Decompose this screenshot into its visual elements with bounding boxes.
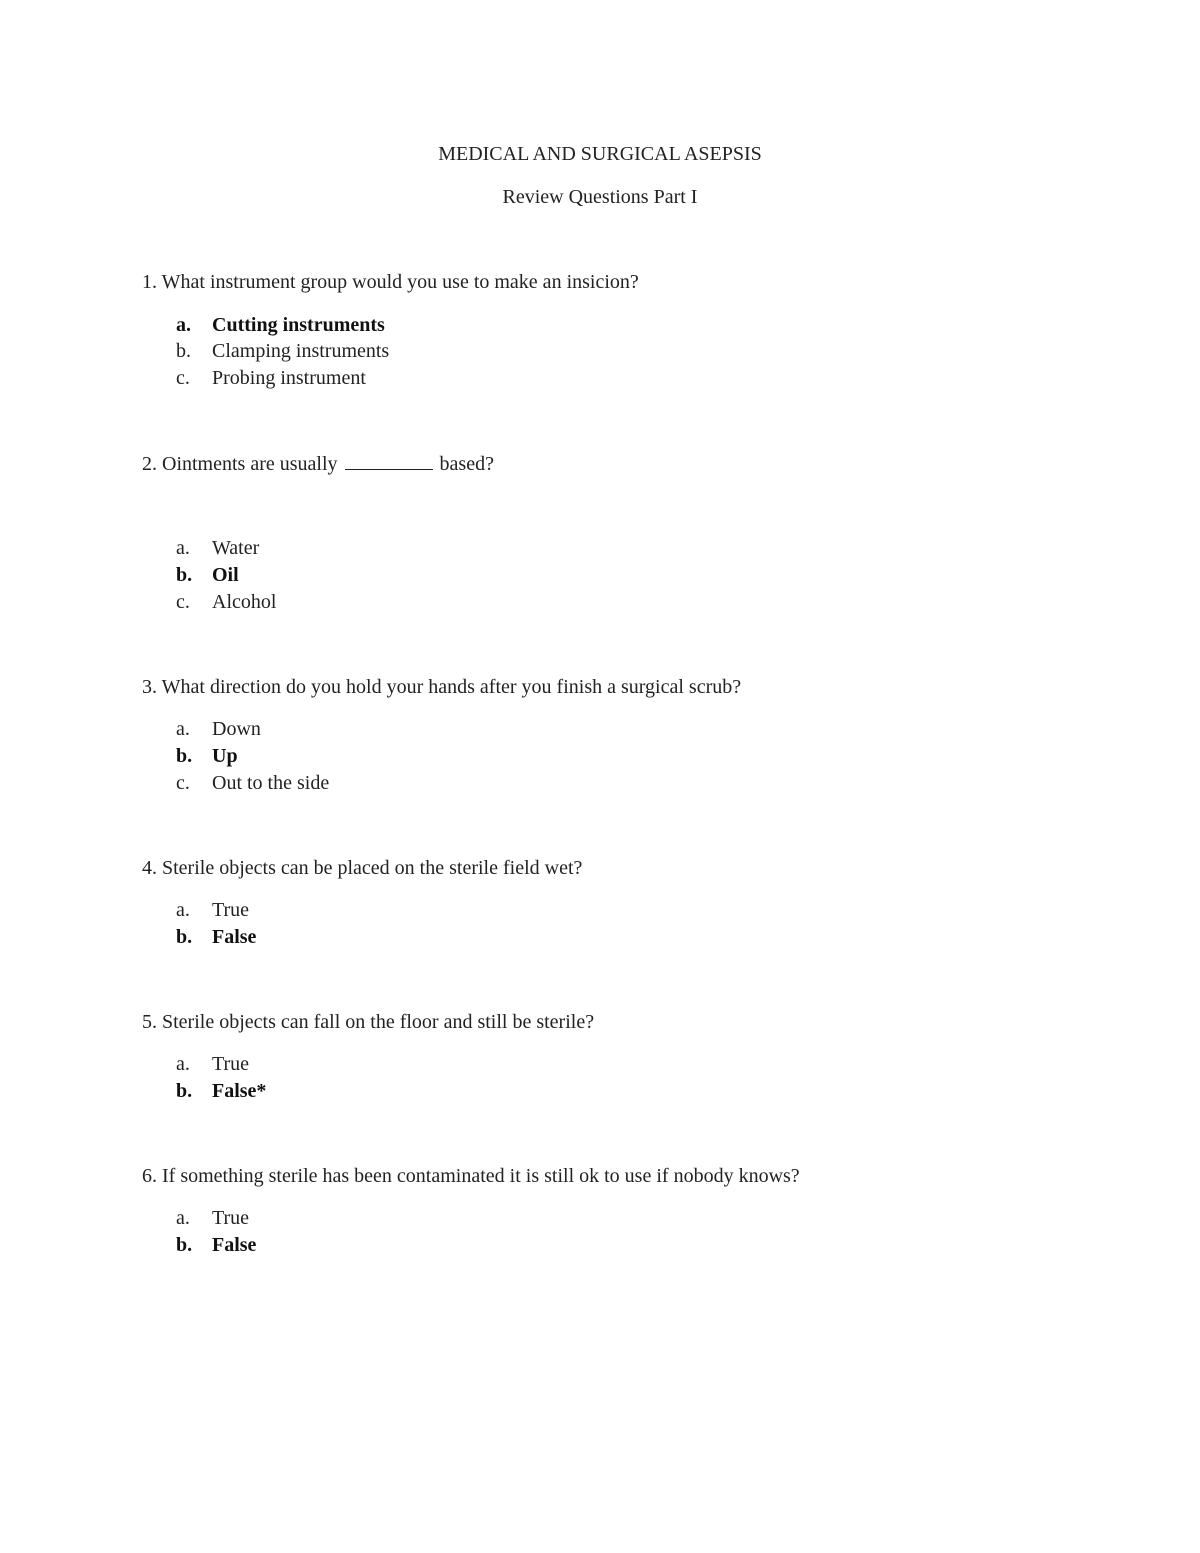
document-subtitle: Review Questions Part I	[502, 186, 698, 208]
option-letter: b.	[176, 1080, 193, 1102]
option-text: True	[212, 1053, 250, 1075]
option-letter: a.	[176, 899, 190, 921]
option-letter: a.	[176, 1207, 190, 1229]
question-number: 1.	[142, 271, 157, 293]
document-title: MEDICAL AND SURGICAL ASEPSIS	[438, 143, 762, 165]
question-6-text	[142, 1164, 800, 1188]
option-text: False*	[212, 1080, 267, 1102]
question-prompt: If something sterile has been contaminated it is still ok to use if nobody knows?	[162, 1165, 800, 1187]
option-letter: a.	[176, 1053, 190, 1075]
question-number: 2.	[142, 453, 157, 475]
option-text: Water	[212, 537, 260, 559]
option-text: Oil	[212, 564, 239, 586]
option-text: Down	[212, 718, 261, 740]
option-letter: b.	[176, 340, 191, 362]
question-prompt: Sterile objects can fall on the floor and still be sterile?	[162, 1011, 595, 1033]
question-number: 4.	[142, 857, 157, 879]
question-number: 3.	[142, 676, 157, 698]
option-text: Clamping instruments	[212, 340, 390, 362]
option-text: True	[212, 1207, 250, 1229]
option-text: Cutting instruments	[212, 314, 385, 336]
option-letter: a.	[176, 718, 190, 740]
option-letter: c.	[176, 772, 190, 794]
question-number: 5.	[142, 1011, 157, 1033]
option-letter: b.	[176, 745, 193, 767]
fill-in-blank	[345, 453, 433, 470]
option-letter: c.	[176, 367, 190, 389]
option-letter: b.	[176, 564, 193, 586]
option-letter: c.	[176, 591, 190, 613]
option-letter: b.	[176, 1234, 193, 1256]
option-letter: a.	[176, 537, 190, 559]
option-text: Alcohol	[212, 591, 277, 613]
option-letter: b.	[176, 926, 193, 948]
question-prompt: Sterile objects can be placed on the sterile field wet?	[162, 857, 583, 879]
option-letter: a.	[176, 314, 191, 336]
option-text: Up	[212, 745, 238, 767]
question-1-text	[142, 270, 639, 294]
question-prompt: What instrument group would you use to make an insicion?	[161, 271, 639, 293]
question-4-text	[142, 856, 582, 880]
option-text: Out to the side	[212, 772, 330, 794]
question-prompt-before: Ointments are usually	[162, 453, 338, 475]
question-prompt: What direction do you hold your hands after you finish a surgical scrub?	[161, 676, 742, 698]
question-3-text	[142, 675, 741, 699]
option-text: True	[212, 899, 250, 921]
option-text: Probing instrument	[212, 367, 366, 389]
question-prompt-after: based?	[439, 453, 494, 475]
question-2-text	[142, 452, 494, 476]
question-number: 6.	[142, 1165, 157, 1187]
option-text: False	[212, 926, 257, 948]
question-5-text	[142, 1010, 594, 1034]
option-text: False	[212, 1234, 257, 1256]
